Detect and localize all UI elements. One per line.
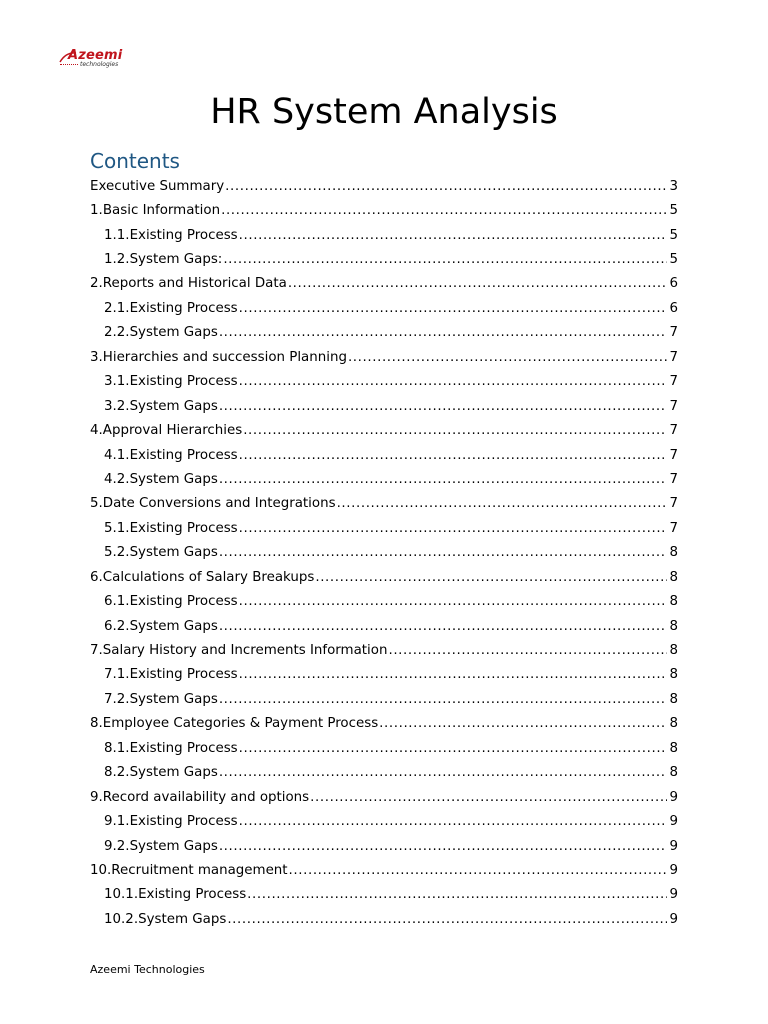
toc-entry-label: Existing Process bbox=[129, 740, 238, 756]
toc-entry-label: Hierarchies and succession Planning bbox=[102, 349, 347, 365]
toc-page-number: 8 bbox=[669, 740, 678, 756]
toc-entry[interactable] bbox=[90, 687, 678, 711]
toc-entry[interactable] bbox=[90, 883, 678, 907]
toc-entry-number: 2.2. bbox=[104, 325, 130, 341]
toc-entry-number: 8.2. bbox=[104, 765, 130, 781]
toc-entry-label: System Gaps bbox=[129, 398, 218, 414]
toc-page-number: 3 bbox=[669, 178, 678, 194]
toc-entry[interactable] bbox=[90, 565, 678, 589]
toc-entry[interactable] bbox=[90, 443, 678, 467]
toc-entry-number: 4. bbox=[90, 423, 103, 439]
toc-entry-number: 2.1. bbox=[104, 300, 130, 316]
toc-page-number: 9 bbox=[669, 838, 678, 854]
toc-dot-leader bbox=[219, 765, 667, 780]
toc-entry-label: System Gaps bbox=[129, 618, 218, 634]
toc-page-number: 7 bbox=[669, 398, 678, 414]
toc-entry-label: Approval Hierarchies bbox=[102, 423, 243, 439]
toc-entry[interactable] bbox=[90, 198, 678, 222]
toc-entry[interactable] bbox=[90, 272, 678, 296]
toc-entry-label: Record availability and options bbox=[102, 789, 310, 805]
toc-entry-label: Existing Process bbox=[129, 520, 238, 536]
toc-entry[interactable] bbox=[90, 589, 678, 613]
toc-entry-number: 10.1. bbox=[104, 887, 139, 903]
toc-entry-number: 7. bbox=[90, 643, 103, 659]
toc-entry-label: System Gaps: bbox=[129, 252, 223, 268]
toc-entry-number: 6. bbox=[90, 569, 103, 585]
toc-page-number: 7 bbox=[669, 447, 678, 463]
table-of-contents bbox=[90, 174, 678, 932]
toc-entry-number: 7.2. bbox=[104, 691, 130, 707]
toc-entry-label: Existing Process bbox=[129, 374, 238, 390]
toc-page-number: 5 bbox=[669, 203, 678, 219]
toc-page-number: 7 bbox=[669, 325, 678, 341]
toc-page-number: 8 bbox=[669, 691, 678, 707]
toc-entry[interactable] bbox=[90, 663, 678, 687]
toc-entry[interactable] bbox=[90, 614, 678, 638]
toc-entry-label: System Gaps bbox=[129, 545, 218, 561]
document-title: HR System Analysis bbox=[210, 92, 558, 132]
toc-entry-label: Recruitment management bbox=[111, 862, 288, 878]
toc-entry[interactable] bbox=[90, 541, 678, 565]
toc-page-number: 9 bbox=[669, 862, 678, 878]
toc-dot-leader bbox=[219, 472, 667, 487]
toc-entry-number: 4.1. bbox=[104, 447, 130, 463]
toc-entry-label: Existing Process bbox=[129, 447, 238, 463]
toc-entry[interactable] bbox=[90, 809, 678, 833]
toc-entry[interactable] bbox=[90, 834, 678, 858]
toc-dot-leader bbox=[289, 863, 667, 878]
toc-page-number: 5 bbox=[669, 227, 678, 243]
toc-dot-leader bbox=[243, 423, 667, 438]
toc-entry-number: 10. bbox=[90, 862, 112, 878]
toc-entry-number: 5. bbox=[90, 496, 103, 512]
toc-entry-number: 1. bbox=[90, 203, 103, 219]
toc-entry-number: 10.2. bbox=[104, 911, 139, 927]
toc-entry-label: Calculations of Salary Breakups bbox=[102, 569, 315, 585]
toc-entry[interactable] bbox=[90, 345, 678, 369]
toc-dot-leader bbox=[379, 716, 667, 731]
toc-dot-leader bbox=[223, 252, 667, 267]
toc-page-number: 7 bbox=[669, 423, 678, 439]
toc-entry-number: 8. bbox=[90, 716, 103, 732]
toc-entry-label: System Gaps bbox=[129, 325, 218, 341]
toc-page-number: 8 bbox=[669, 569, 678, 585]
toc-dot-leader bbox=[337, 496, 667, 511]
toc-entry[interactable] bbox=[90, 761, 678, 785]
toc-dot-leader bbox=[239, 741, 667, 756]
toc-dot-leader bbox=[219, 399, 667, 414]
toc-dot-leader bbox=[239, 448, 667, 463]
logo-dots bbox=[60, 64, 78, 65]
toc-dot-leader bbox=[239, 667, 667, 682]
toc-entry-number: 4.2. bbox=[104, 471, 130, 487]
toc-entry-number: 6.2. bbox=[104, 618, 130, 634]
toc-entry-label: Existing Process bbox=[129, 227, 238, 243]
toc-entry[interactable] bbox=[90, 858, 678, 882]
toc-entry-label: Basic Information bbox=[102, 203, 221, 219]
toc-entry[interactable] bbox=[90, 736, 678, 760]
toc-entry-label: Date Conversions and Integrations bbox=[102, 496, 336, 512]
toc-entry-label: Existing Process bbox=[129, 594, 238, 610]
logo-wordmark: Azeemi bbox=[68, 48, 123, 63]
toc-entry-label: Existing Process bbox=[138, 887, 247, 903]
toc-entry-number: 3.2. bbox=[104, 398, 130, 414]
toc-entry-label: System Gaps bbox=[129, 838, 218, 854]
toc-page-number: 6 bbox=[669, 276, 678, 292]
toc-page-number: 7 bbox=[669, 496, 678, 512]
toc-entry-number: 2. bbox=[90, 276, 103, 292]
toc-page-number: 9 bbox=[669, 887, 678, 903]
toc-entry-number: 1.2. bbox=[104, 252, 130, 268]
toc-entry-number: 3.1. bbox=[104, 374, 130, 390]
toc-dot-leader bbox=[221, 203, 667, 218]
toc-entry-number: 5.2. bbox=[104, 545, 130, 561]
contents-heading: Contents bbox=[90, 149, 180, 173]
toc-page-number: 7 bbox=[669, 374, 678, 390]
toc-entry-label: System Gaps bbox=[129, 765, 218, 781]
toc-page-number: 8 bbox=[669, 545, 678, 561]
toc-page-number: 7 bbox=[669, 349, 678, 365]
toc-dot-leader bbox=[219, 325, 667, 340]
toc-entry-number: 9.2. bbox=[104, 838, 130, 854]
toc-entry[interactable] bbox=[90, 467, 678, 491]
toc-entry-number: 9. bbox=[90, 789, 103, 805]
toc-entry[interactable] bbox=[90, 370, 678, 394]
toc-entry[interactable] bbox=[90, 321, 678, 345]
toc-entry-label: Employee Categories & Payment Process bbox=[102, 716, 379, 732]
toc-entry-label: System Gaps bbox=[129, 691, 218, 707]
toc-page-number: 8 bbox=[669, 643, 678, 659]
toc-entry[interactable] bbox=[90, 223, 678, 247]
toc-dot-leader bbox=[239, 814, 667, 829]
toc-entry-label: Reports and Historical Data bbox=[102, 276, 287, 292]
toc-dot-leader bbox=[247, 887, 667, 902]
toc-page-number: 9 bbox=[669, 814, 678, 830]
toc-entry[interactable] bbox=[90, 174, 678, 198]
toc-entry-label: Existing Process bbox=[129, 300, 238, 316]
toc-entry-number: 1.1. bbox=[104, 227, 130, 243]
toc-page-number: 8 bbox=[669, 594, 678, 610]
toc-entry-number: 6.1. bbox=[104, 594, 130, 610]
toc-page-number: 5 bbox=[669, 252, 678, 268]
toc-dot-leader bbox=[227, 912, 667, 927]
logo-subtext: technologies bbox=[80, 61, 119, 68]
toc-entry-label: System Gaps bbox=[129, 471, 218, 487]
toc-entry[interactable] bbox=[90, 418, 678, 442]
toc-page-number: 8 bbox=[669, 765, 678, 781]
toc-dot-leader bbox=[310, 790, 667, 805]
toc-entry[interactable] bbox=[90, 296, 678, 320]
toc-entry[interactable] bbox=[90, 492, 678, 516]
page-footer: Azeemi Technologies bbox=[90, 963, 205, 976]
toc-entry[interactable] bbox=[90, 907, 678, 931]
toc-entry[interactable] bbox=[90, 712, 678, 736]
toc-entry[interactable] bbox=[90, 516, 678, 540]
toc-page-number: 8 bbox=[669, 716, 678, 732]
toc-entry-number: 9.1. bbox=[104, 814, 130, 830]
toc-dot-leader bbox=[219, 692, 667, 707]
toc-dot-leader bbox=[348, 350, 667, 365]
toc-entry-label: Executive Summary bbox=[90, 178, 225, 194]
toc-entry-number: 7.1. bbox=[104, 667, 130, 683]
toc-dot-leader bbox=[239, 374, 667, 389]
company-logo bbox=[58, 50, 138, 70]
toc-dot-leader bbox=[219, 619, 667, 634]
toc-entry[interactable] bbox=[90, 394, 678, 418]
toc-entry[interactable] bbox=[90, 638, 678, 662]
toc-dot-leader bbox=[239, 228, 667, 243]
toc-page-number: 9 bbox=[669, 789, 678, 805]
toc-page-number: 8 bbox=[669, 667, 678, 683]
toc-page-number: 7 bbox=[669, 520, 678, 536]
toc-entry-label: Existing Process bbox=[129, 814, 238, 830]
toc-dot-leader bbox=[219, 839, 667, 854]
toc-dot-leader bbox=[315, 570, 667, 585]
toc-page-number: 7 bbox=[669, 471, 678, 487]
toc-entry-number: 8.1. bbox=[104, 740, 130, 756]
toc-page-number: 6 bbox=[669, 300, 678, 316]
toc-page-number: 8 bbox=[669, 618, 678, 634]
toc-dot-leader bbox=[219, 545, 667, 560]
toc-dot-leader bbox=[239, 521, 667, 536]
toc-entry[interactable] bbox=[90, 247, 678, 271]
toc-entry[interactable] bbox=[90, 785, 678, 809]
toc-dot-leader bbox=[239, 594, 667, 609]
toc-entry-label: Existing Process bbox=[129, 667, 238, 683]
toc-entry-label: System Gaps bbox=[138, 911, 227, 927]
toc-entry-label: Salary History and Increments Information bbox=[102, 643, 388, 659]
toc-page-number: 9 bbox=[669, 911, 678, 927]
toc-dot-leader bbox=[288, 276, 667, 291]
toc-entry-number: 3. bbox=[90, 349, 103, 365]
toc-dot-leader bbox=[239, 301, 667, 316]
toc-dot-leader bbox=[388, 643, 667, 658]
toc-entry-number: 5.1. bbox=[104, 520, 130, 536]
toc-dot-leader bbox=[225, 179, 667, 194]
